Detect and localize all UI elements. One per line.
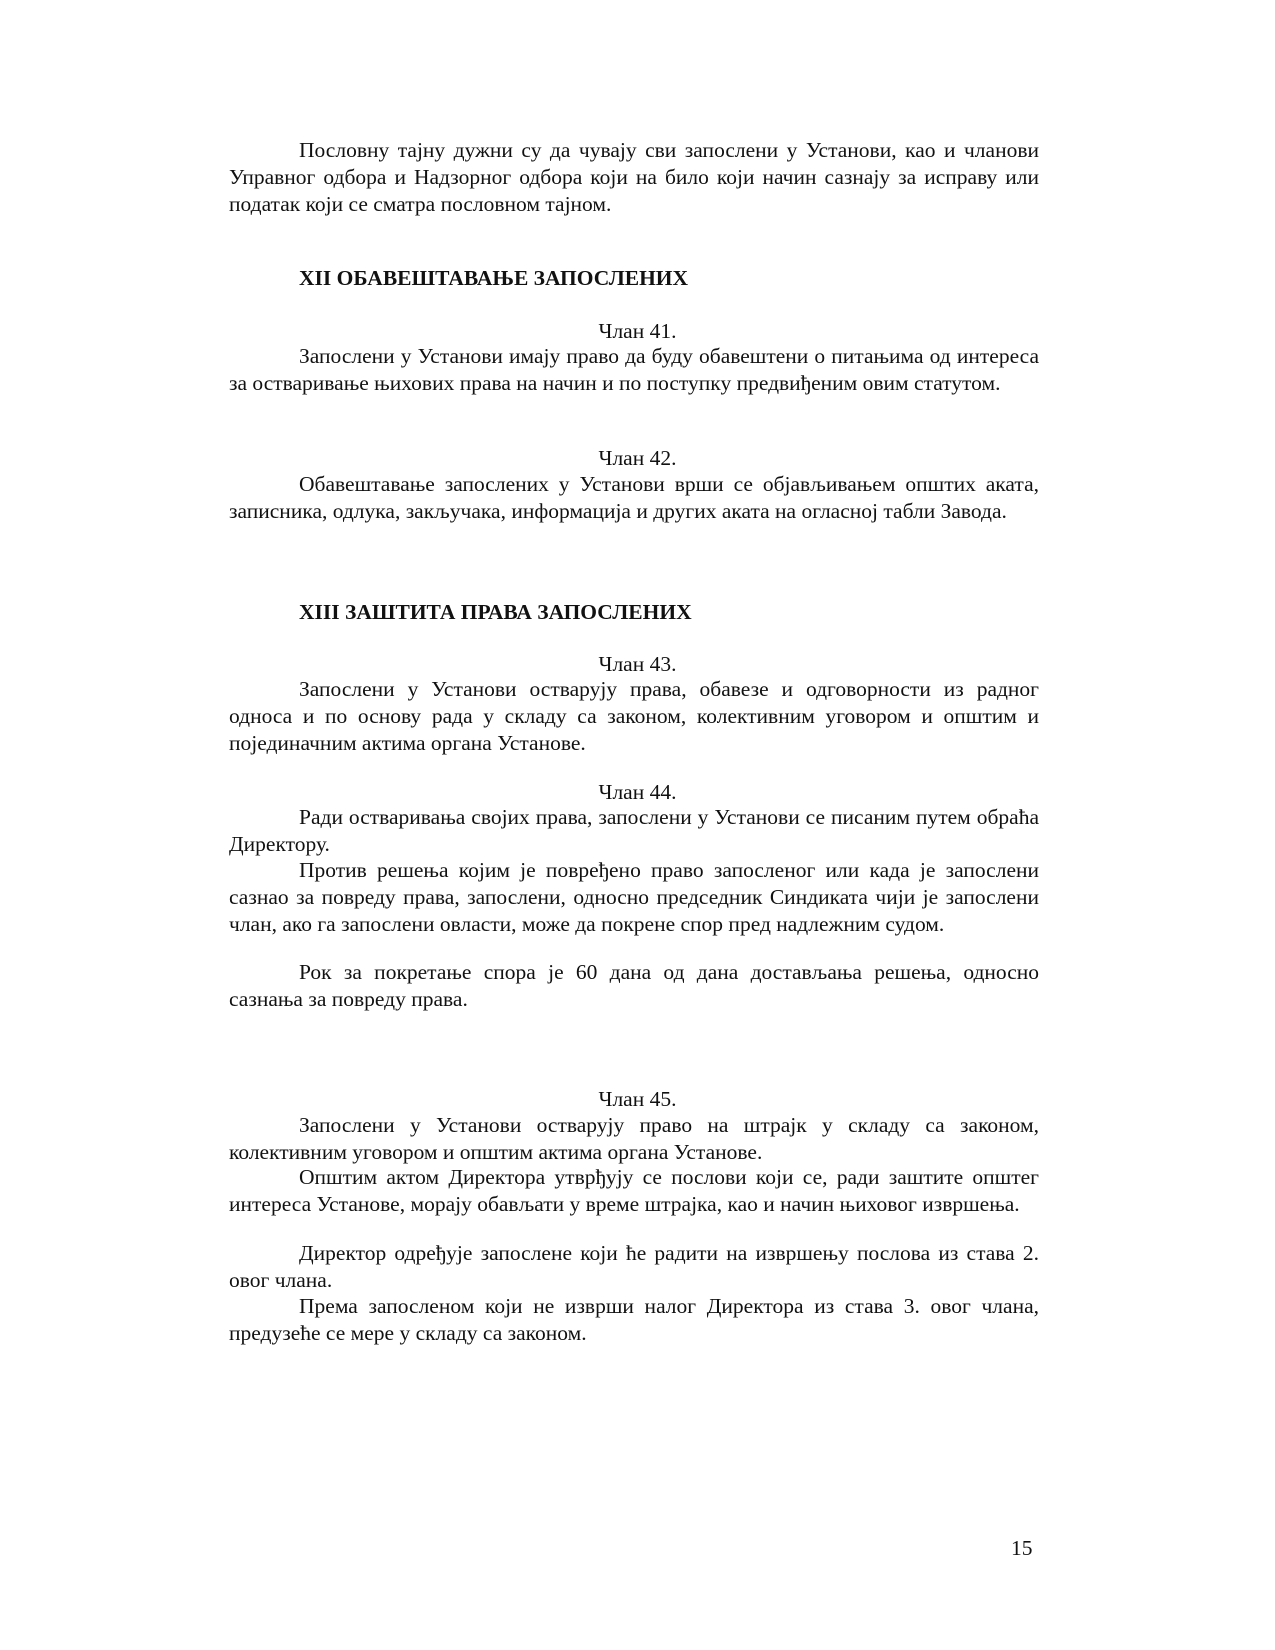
article-42-paragraph: Обавештавање запослених у Установи врши се објављивањем општих аката, записника, одлука, закључака, информација и других аката на огласној табли Завода. [229, 472, 1039, 523]
article-43-paragraph: Запослени у Установи остварују права, обавезе и одговорности из радног односа и по основу рада у складу са законом, колективним уговором и општим и појединачним актима органа Установе. [229, 677, 1039, 755]
article-44-paragraph-1: Ради остваривања својих права, запослени у Установи се писаним путем обраћа Директору. [229, 805, 1039, 856]
article-45-paragraph-2: Општим актом Директора утврђују се послови који се, ради заштите општег интереса Установе, морају обављати у време штрајка, као и начин њиховог извршења. [229, 1165, 1039, 1216]
article-45-paragraph-1: Запослени у Установи остварују право на штрајк у складу са законом, колективним уговором и општим актима органа Установе. [229, 1113, 1039, 1164]
article-45-paragraph-3: Директор одређује запослене који ће радити на извршењу послова из става 2. овог члана. [229, 1241, 1039, 1292]
article-44-paragraph-3: Рок за покретање спора је 60 дана од дана достављања решења, односно сазнања за повреду права. [229, 960, 1039, 1011]
article-43-title: Члан 43. [598, 652, 677, 676]
article-44-title: Члан 44. [598, 780, 677, 804]
paragraph-business-secret: Пословну тајну дужни су да чувају сви запослени у Установи, као и чланови Управног одбора и Надзорног одбора који на било који начин сазнају за исправу или податак који се сматра пословном тајном. [229, 138, 1039, 216]
article-42-title: Члан 42. [598, 446, 677, 470]
article-45-title: Члан 45. [598, 1087, 677, 1111]
article-41-title: Члан 41. [598, 319, 677, 343]
article-41-paragraph: Запослени у Установи имају право да буду обавештени о питањима од интереса за остваривање њихових права на начин и по поступку предвиђеним овим статутом. [229, 344, 1039, 395]
section-heading-xii: XII ОБАВЕШТАВАЊЕ ЗАПОСЛЕНИХ [299, 266, 689, 290]
article-44-paragraph-2: Против решења којим је повређено право запосленог или када је запослени сазнао за повреду права, запослени, односно председник Синдиката чији је запослени члан, ако га запослени овласти, може да покрене спор пред надлежним судом. [229, 858, 1039, 936]
page-number: 15 [1011, 1536, 1033, 1560]
article-45-paragraph-4: Према запосленом који не изврши налог Директора из става 3. овог члана, предузеће се мере у складу са законом. [229, 1294, 1039, 1345]
section-heading-xiii: XIII ЗАШТИТА ПРАВА ЗАПОСЛЕНИХ [299, 600, 692, 624]
